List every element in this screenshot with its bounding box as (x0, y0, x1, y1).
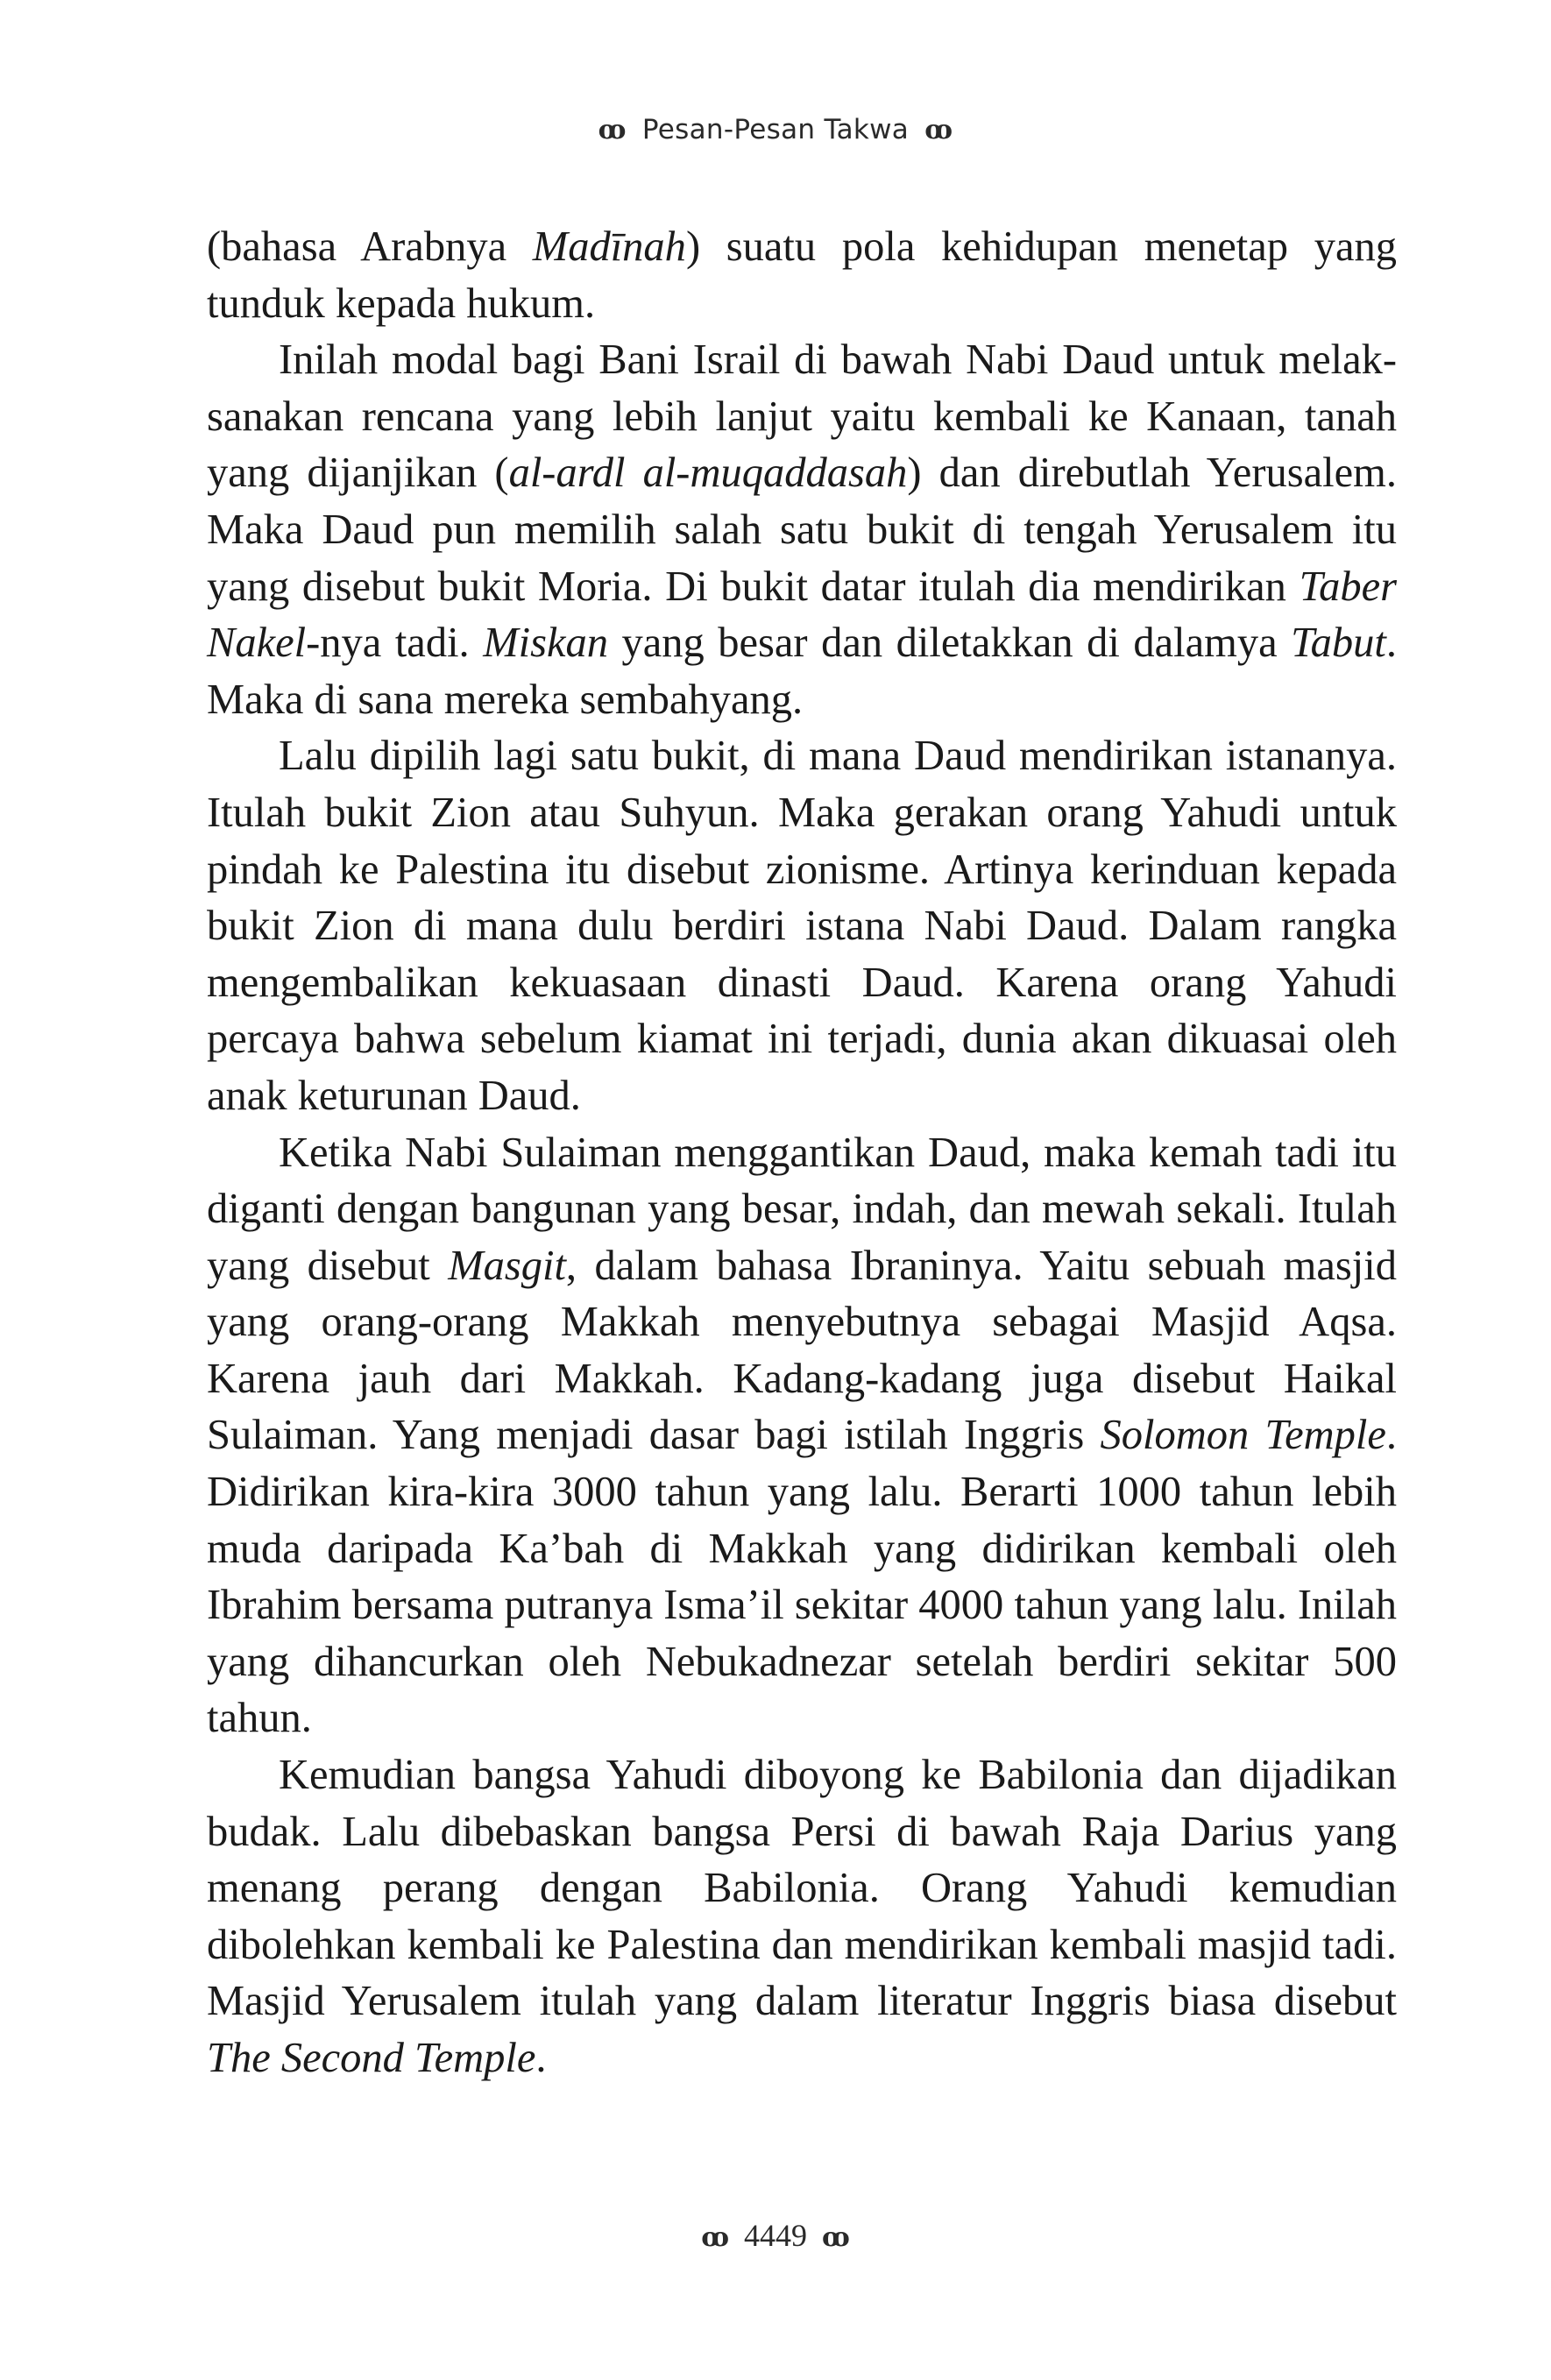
text-run: -nya tadi. (306, 620, 484, 667)
book-title: Pesan-Pesan Takwa (641, 114, 910, 145)
body-text (207, 219, 1397, 2087)
text-run: , dalam bahasa Ibraninya. Yaitu sebuah masjid yang orang-orang Makkah menyebutnya sebagai Masjid Aqsa. Karena jauh dari Makkah. Kadang-kadang juga disebut Haikal Sulaiman. Yang menjadi dasar bagi istilah Inggris (207, 1242, 1397, 1459)
text-run: ) dan direbutlah Yerusalem. Maka Daud pun memilih salah satu bukit di tengah Yerusalem itu yang disebut bukit Moria. Di bukit datar itulah dia mendirikan (207, 450, 1397, 610)
italic-term: Madīnah (532, 223, 686, 270)
paragraph (207, 332, 1397, 728)
paragraph (207, 1125, 1397, 1748)
text-run: . (535, 2035, 547, 2081)
italic-term: Taber Nakel (207, 563, 1397, 667)
paragraph (207, 1747, 1397, 2087)
text-run: Kemudian bangsa Yahudi diboyong ke Babilonia dan dijadikan budak. Lalu dibebaskan bangsa Persi di bawah Raja Darius yang menang perang dengan Babilonia. Orang Yahudi kemudian dibolehkan kembali ke Palestina dan mendirikan kembali masjid tadi. Masjid Yerusalem itulah yang dalam literatur Inggris biasa disebut (207, 1752, 1397, 2025)
italic-term: The Second Temple (207, 2035, 536, 2081)
page-number: 4449 (744, 2218, 807, 2253)
ornament-left-icon: ꝏ (598, 115, 627, 145)
footer-ornament-left-icon: ꝏ (701, 2222, 729, 2253)
text-run: . Didirikan kira-kira 3000 tahun yang lalu. Berarti 1000 tahun lebih muda daripada Ka’bah di Makkah yang didirikan kembali oleh Ibrahim bersama putranya Isma’il sekitar 4000 tahun yang lalu. Inilah yang dihancurkan oleh Nebukadnezar setelah berdiri sekitar 500 tahun. (207, 1412, 1398, 1742)
text-run: Ketika Nabi Sulaiman menggantikan Daud, maka kemah tadi itu diganti dengan bangunan yang besar, indah, dan mewah sekali. Itulah yang disebut (207, 1129, 1397, 1289)
italic-term: Solomon Temple (1100, 1412, 1386, 1459)
italic-term: Miskan (483, 620, 608, 667)
paragraph (207, 728, 1397, 1124)
text-run: (bahasa Arabnya (207, 223, 533, 270)
text-run: ) suatu pola kehidupan menetap yang tunduk kepada hukum. (207, 223, 1397, 327)
text-run: Lalu dipilih lagi satu bukit, di mana Daud mendirikan istananya. Itulah bukit Zion atau Suhyun. Maka gerakan orang Yahudi untuk pindah ke Palestina itu disebut zionisme. Artinya kerinduan kepada bukit Zion di mana dulu berdiri istana Nabi Daud. Dalam rangka mengembalikan kekuasaan dinasti Daud. Karena orang Yahudi percaya bahwa sebelum kiamat ini terjadi, dunia akan dikuasai oleh anak keturunan Daud. (207, 733, 1397, 1119)
footer-ornament-right-icon: ꝏ (822, 2222, 850, 2253)
italic-term: Masgit (448, 1242, 566, 1289)
text-run: . Maka di sana mereka sembahyang. (207, 620, 1398, 723)
page-footer (0, 2217, 1551, 2254)
paragraph (207, 219, 1397, 332)
italic-term: Tabut (1291, 620, 1386, 667)
italic-term: al-ardl al-muqaddasah (508, 450, 908, 497)
text-run: yang besar dan diletakkan di dalamya (607, 620, 1292, 667)
ornament-right-icon: ꝏ (924, 115, 953, 145)
text-run: Inilah modal bagi Bani Israil di bawah Nabi Daud untuk melaksanakan rencana yang lebih lanjut yaitu kembali ke Kanaan, tanah yang dijanjikan ( (207, 336, 1397, 497)
running-header (0, 114, 1551, 145)
